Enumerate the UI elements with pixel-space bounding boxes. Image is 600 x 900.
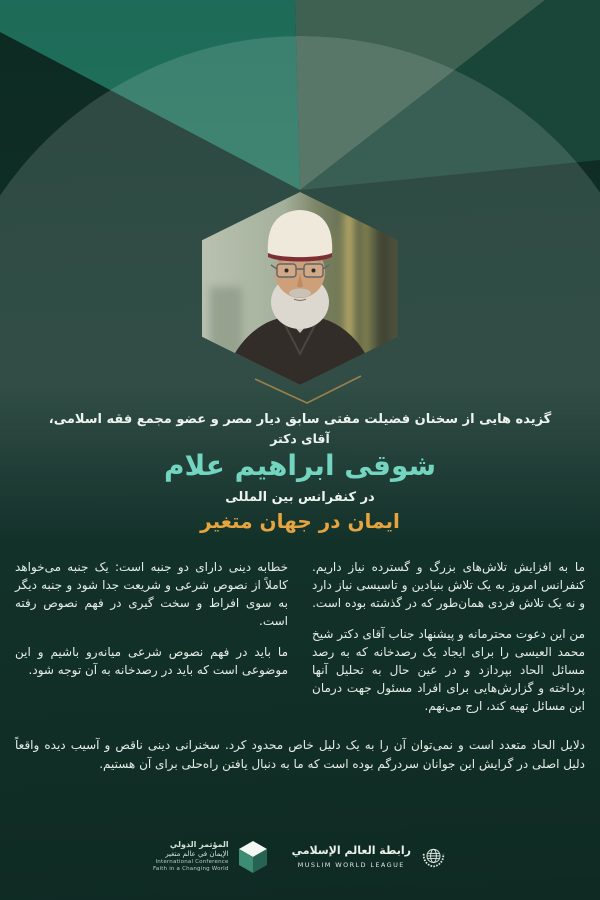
header-block <box>0 412 600 533</box>
mwl-arabic-name: رابطة العالم الإسلامي <box>291 844 411 858</box>
speaker-name: شوقی ابراهیم علام <box>163 449 437 482</box>
bottom-quote-paragraph: دلایل الحاد متعدد است و نمی‌توان آن را به یک دلیل خاص محدود کرد. سخنرانی دینی ناقص و آسیب دیده واقعاً دلیل اصلی در گرایش این جوانان سردرگم بوده است که ما به دنبال یافتن راه‌حلی برای آن هستیم. <box>15 738 585 771</box>
quote-column-left <box>15 558 288 728</box>
conference-title: ایمان در جهان متغیر <box>200 509 400 533</box>
mwl-logo-text <box>292 845 411 868</box>
conference-logo-english-2: Faith in a Changing World <box>153 866 229 873</box>
intro-line: گزیده هایی از سخنان فضیلت مفتی سابق دیار مصر و عضو مجمع فقه اسلامی، <box>48 412 552 427</box>
quote-paragraph: خطابه دینی دارای دو جنبه است: یک جنبه می‌خواهد کاملاً از نصوص شرعی و شریعت جدا شود و جنبه دیگر به سوی افراط و سخت گیری در فهم نصوص رفته است. <box>15 560 288 628</box>
muslim-world-league-logo <box>292 844 447 871</box>
footer-logos <box>0 840 600 874</box>
quote-paragraph: من این دعوت محترمانه و پیشنهاد جناب آقای دکتر شیخ محمد العیسی را برای ایجاد یک رصدخانه که به رصد مسائل الحاد بپردازد و در عین حال به تحلیل آنها پرداخته و گزارش‌هایی برای افراد مسئول جهت درمان این مسائل تهیه کند، ارج می‌نهم. <box>312 627 585 713</box>
conference-logo-arabic-1: المؤتمر الدولي <box>169 840 229 850</box>
gold-chevron-icon <box>248 372 368 410</box>
mwl-english-name: MUSLIM WORLD LEAGUE <box>297 860 405 869</box>
quote-paragraph: ما به افزایش تلاش‌های بزرگ و گسترده نیاز داریم. کنفرانس امروز به یک تلاش بنیادین و تاسیسی نیاز دارد و نه یک تلاش فردی همان‌طور که در گذشته بوده است. <box>312 560 585 610</box>
conference-logo-arabic-2: الإيمان في عالم متغير <box>165 850 229 859</box>
quote-column-right <box>312 558 585 728</box>
cube-icon <box>238 840 268 874</box>
conference-logo-english-1: International Conference <box>155 858 229 865</box>
conference-logo-text <box>153 840 229 874</box>
honorific-line: آقای دکتر <box>270 431 330 446</box>
conference-logo <box>153 840 268 874</box>
quotes-section <box>15 558 585 773</box>
quote-paragraph: ما باید در فهم نصوص شرعی میانه‌رو باشیم و این موضوعی است که باید در رصدخانه به آن توجه شود. <box>15 645 288 677</box>
conference-lead-line: در کنفرانس بین المللی <box>225 490 375 505</box>
quote-columns <box>15 558 585 728</box>
mwl-globe-emblem-icon <box>420 844 447 871</box>
